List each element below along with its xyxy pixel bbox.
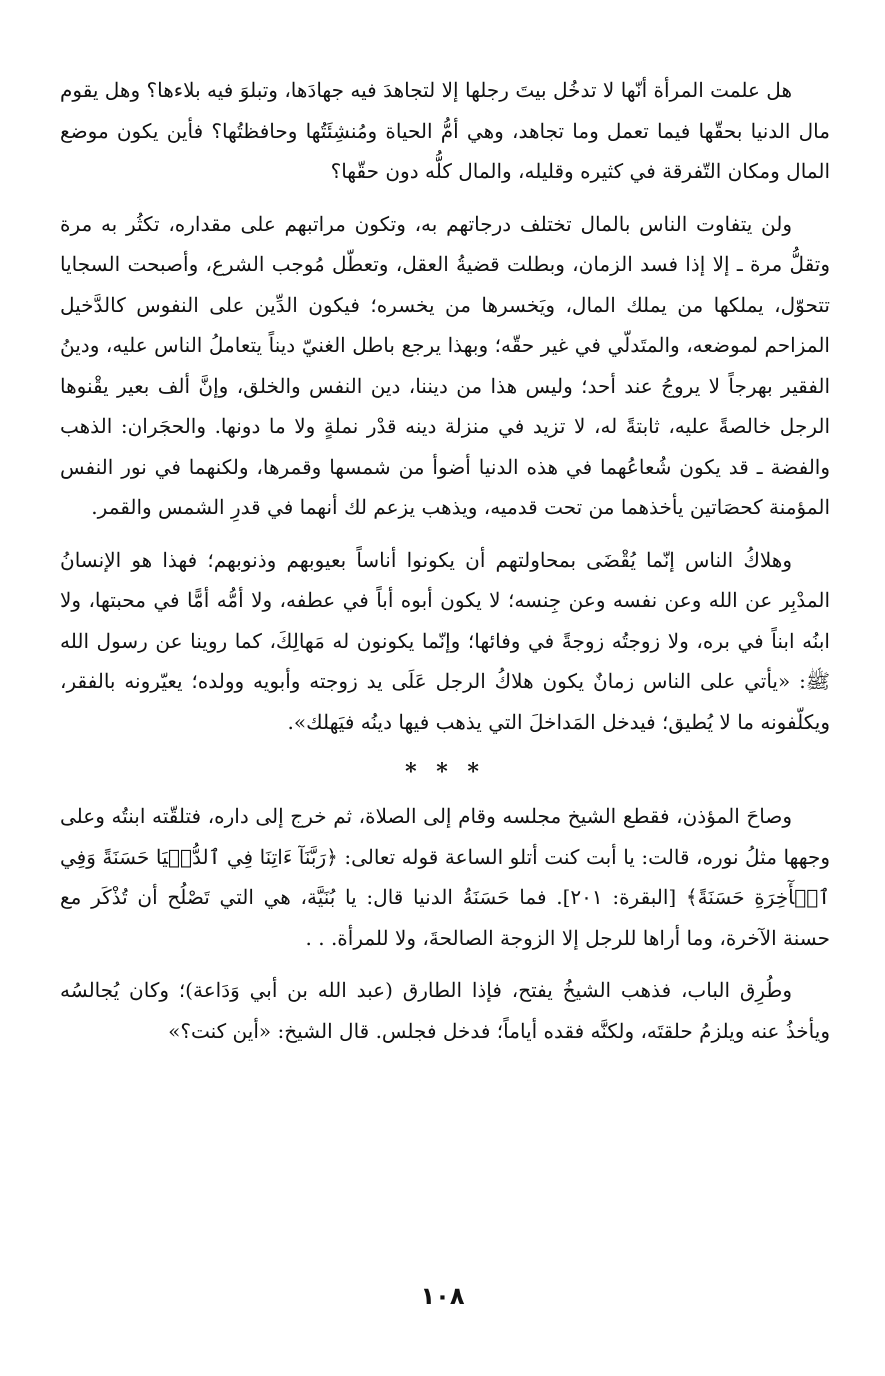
paragraph-4: وصاحَ المؤذن، فقطع الشيخ مجلسه وقام إلى الصلاة، ثم خرج إلى داره، فتلقّته ابنتُه وعلى وجهها مثلُ نوره، قالت: يا أبت كنت أتلو الساعة قوله تعالى: ﴿رَبَّنَآ ءَاتِنَا فِي ٱلدُّنۡيَا حَسَنَةً وَفِي ٱلۡأٓخِرَةِ حَسَنَةً﴾ [البقرة: ٢٠١]. فما حَسَنَةُ الدنيا قال: يا بُنَيَّة، هي التي تَصْلُح أن تُذْكَر مع حسنة الآخرة، وما أراها للرجل إلا الزوجة الصالحةَ، ولا للمرأة. . . <box>60 804 830 950</box>
section-separator: * * * <box>405 759 485 785</box>
paragraph-3: وهلاكُ الناس إنّما يُقْضَى بمحاولتهم أن يكونوا أناساً بعيوبهم وذنوبهم؛ فهذا هو الإنسانُ المدْبِر عن الله وعن نفسه وعن جِنسه؛ لا يكون أبوه أباً في عطفه، ولا أمُّه أمًّا في محبتها، ولا ابنُه ابناً في بره، ولا زوجتُه زوجةً في وفائها؛ وإنّما يكونون له مَهالِكَ، كما روينا عن رسول الله ﷺ: «يأتي على الناس زمانٌ يكون هلاكُ الرجل عَلَى يد زوجته وأبويه وولده؛ يعيّرونه بالفقر، ويكلّفونه ما لا يُطيق؛ فيدخل المَداخلَ التي يذهب فيها دينُه فيَهلك». <box>60 547 831 734</box>
paragraph-1: هل علمت المرأة أنّها لا تدخُل بيتَ رجلها إلا لتجاهدَ فيه جهادَها، وتبلوَ فيه بلاءها؟ وهل يقوم مال الدنيا بحقّها فيما تعمل وما تجاهد، وهي أمُّ الحياة ومُنشِئَتُها وحافظتُها؟ فأين يكون موضع المال ومكان التّفرقة في كثيره وقليله، والمال كلُّه دون حقّها؟ <box>60 78 830 183</box>
paragraph-2: ولن يتفاوت الناس بالمال تختلف درجاتهم به، وتكون مراتبهم على مقداره، تكثُر به مرة وتقلُّ مرة ـ إلا إذا فسد الزمان، وبطلت قضيةُ العقل، وتعطّل مُوجب الشرع، وأصبحت السجايا تتحوّل، يملكها من يملك المال، ويَخسرها من يخسره؛ فيكون الدِّين على النفوس كالدَّخيل المزاحم لموضعه، والمتَدلّي في غير حقّه؛ وبهذا يرجع باطل الغنيّ ديناً يتعاملُ الناس عليه، ودينُ الفقير بهرجاً لا يروجُ عند أحد؛ وليس هذا من ديننا، دين النفس والخلق، وإنَّ ألف بعير يقْنوها الرجل خالصةً عليه، ثابتةً له، لا تزيد في منزلة دينه قدْر نملةٍ ولا ما دونها. والحجَران: الذهب والفضة ـ قد يكون شُعاعُهما في هذه الدنيا أضوأ من شمسها وقمرها، ولكنهما في نور النفس المؤمنة كحصَاتين يأخذهما من تحت قدميه، ويذهب يزعم لك أنهما في قدرِ الشمس والقمر. <box>60 211 830 519</box>
paragraph-5: وطُرِق الباب، فذهب الشيخُ يفتح، فإذا الطارق (عبد الله بن أبي وَدَاعة)؛ وكان يُجالسُه ويأخذُ عنه ويلزمُ حلقتَه، ولكنَّه فقده أياماً؛ فدخل فجلس. قال الشيخ: «أين كنت؟» <box>60 978 830 1043</box>
page-body <box>60 70 830 1063</box>
page-number: ١٠٨ <box>420 1282 465 1310</box>
